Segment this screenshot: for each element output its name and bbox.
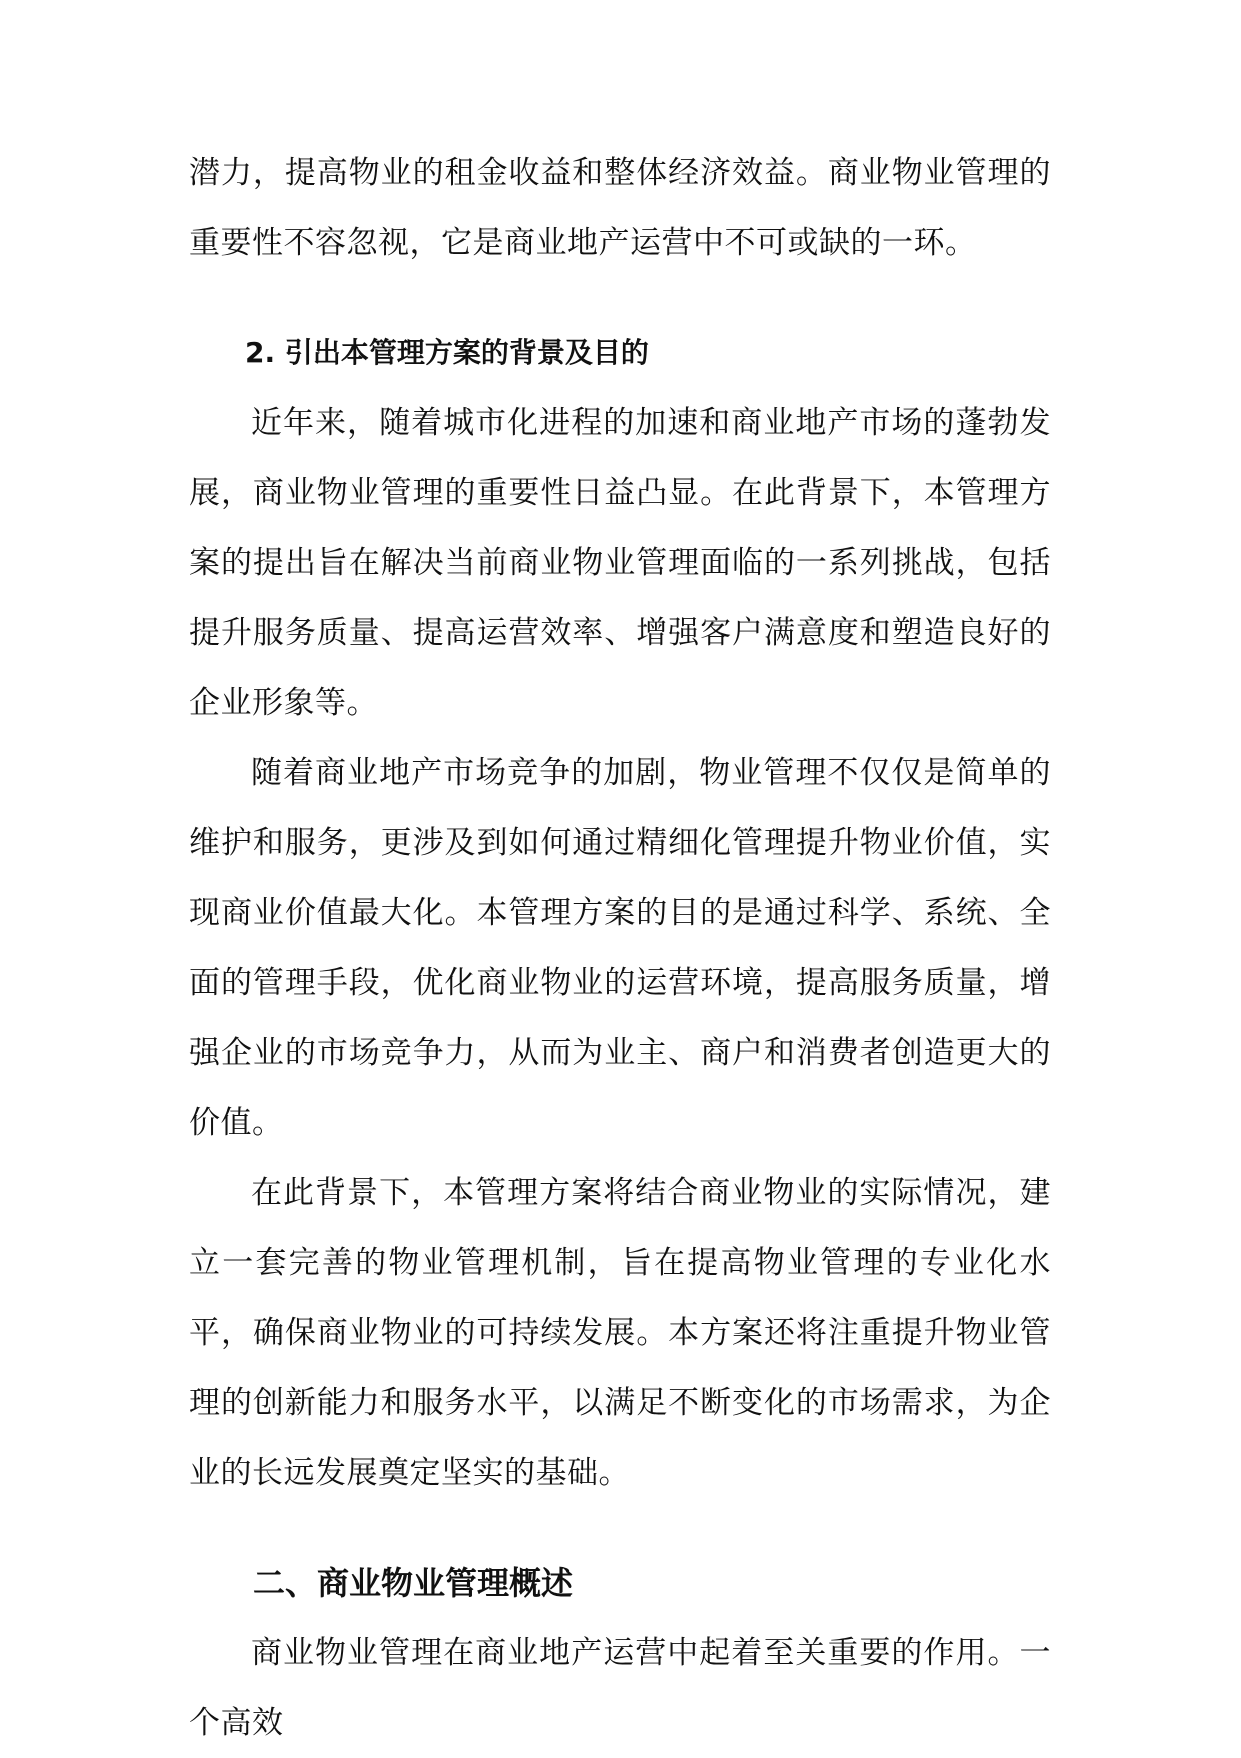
document-body xyxy=(189,138,1051,1758)
paragraph: 近年来，随着城市化进程的加速和商业地产市场的蓬勃发展，商业物业管理的重要性日益凸显。在此背景下，本管理方案的提出旨在解决当前商业物业管理面临的一系列挑战，包括提升服务质量、提高运营效率、增强客户满意度和塑造良好的企业形象等。 xyxy=(189,405,1051,721)
paragraph: 商业物业管理在商业地产运营中起着至关重要的作用。一个高效 xyxy=(189,1635,1051,1741)
paragraph-continuation: 潜力，提高物业的租金收益和整体经济效益。商业物业管理的重要性不容忽视，它是商业地产运营中不可或缺的一环。 xyxy=(189,155,1051,261)
paragraph: 随着商业地产市场竞争的加剧，物业管理不仅仅是简单的维护和服务，更涉及到如何通过精细化管理提升物业价值，实现商业价值最大化。本管理方案的目的是通过科学、系统、全面的管理手段，优化商业物业的运营环境，提高服务质量，增强企业的市场竞争力，从而为业主、商户和消费者创造更大的价值。 xyxy=(189,755,1051,1141)
section-heading: 二、商业物业管理概述 xyxy=(253,1564,574,1602)
paragraph: 在此背景下，本管理方案将结合商业物业的实际情况，建立一套完善的物业管理机制，旨在提高物业管理的专业化水平，确保商业物业的可持续发展。本方案还将注重提升物业管理的创新能力和服务水平，以满足不断变化的市场需求，为企业的长远发展奠定坚实的基础。 xyxy=(189,1175,1051,1491)
subsection-heading: 2. 引出本管理方案的背景及目的 xyxy=(245,336,649,369)
